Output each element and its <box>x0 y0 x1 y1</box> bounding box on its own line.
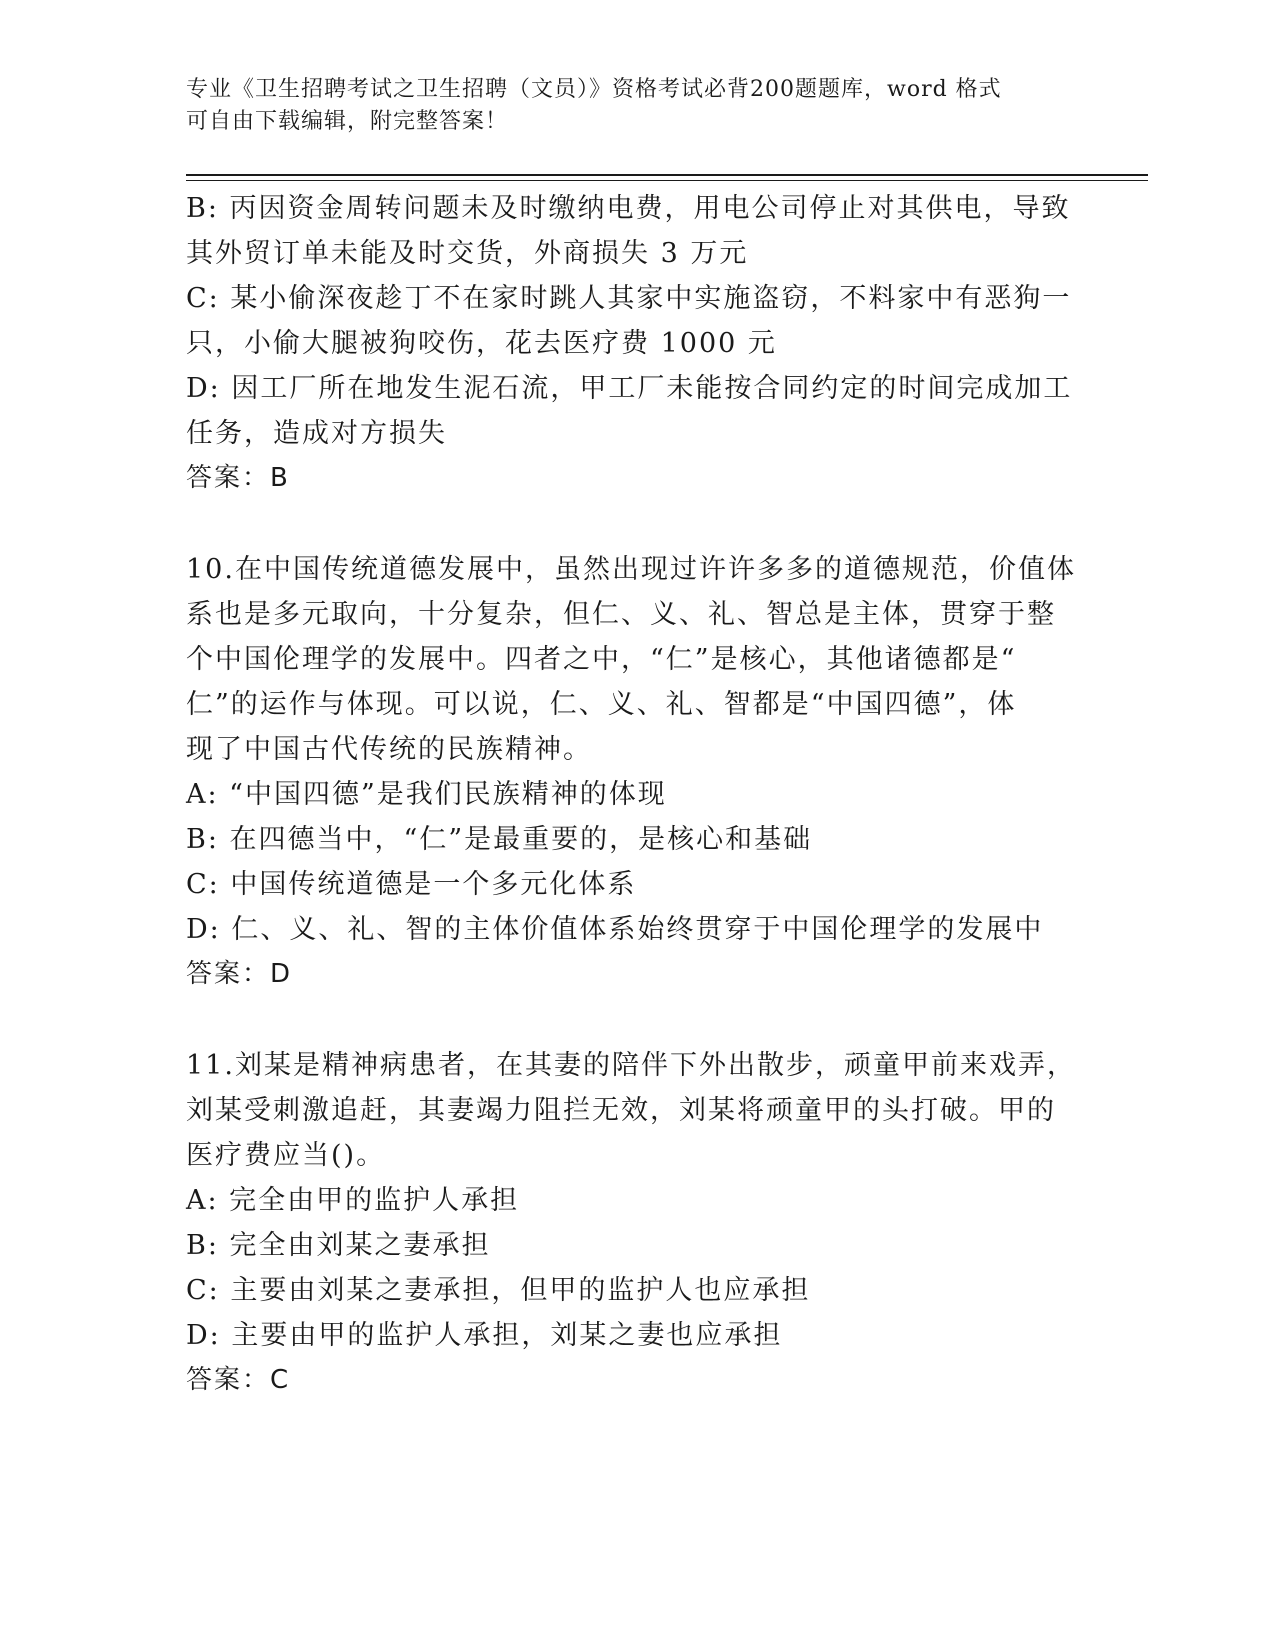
question-9-block <box>186 186 1086 501</box>
q9-option-d-line-1: D: 因工厂所在地发生泥石流，甲工厂未能按合同约定的时间完成加工 <box>186 373 1073 404</box>
q11-stem-line-1: 11.刘某是精神病患者，在其妻的陪伴下外出散步，顽童甲前来戏弄， <box>186 1050 1076 1081</box>
q9-answer: 答案：B <box>186 463 290 493</box>
document-header <box>186 74 1066 138</box>
spacer <box>186 501 1086 547</box>
q9-option-b-line-1: B: 丙因资金周转问题未及时缴纳电费，用电公司停止对其供电，导致 <box>186 193 1071 224</box>
q9-option-c-line-2: 只，小偷大腿被狗咬伤，花去医疗费 1000 元 <box>186 328 777 359</box>
question-11-block <box>186 1043 1086 1403</box>
q11-stem-line-2: 刘某受刺激追赶，其妻竭力阻拦无效，刘某将顽童甲的头打破。甲的 <box>186 1095 1056 1126</box>
q10-option-d: D: 仁、义、礼、智的主体价值体系始终贯穿于中国伦理学的发展中 <box>186 914 1044 945</box>
header-rule-thick <box>186 174 1148 176</box>
q10-option-a: A: “中国四德”是我们民族精神的体现 <box>186 779 667 810</box>
q10-stem-line-3: 个中国伦理学的发展中。四者之中，“仁”是核心，其他诸德都是“ <box>186 644 1017 675</box>
q11-option-a: A: 完全由甲的监护人承担 <box>186 1185 520 1216</box>
q11-stem-line-3: 医疗费应当()。 <box>186 1140 386 1171</box>
spacer <box>186 997 1086 1043</box>
header-line-1: 专业《卫生招聘考试之卫生招聘（文员）》资格考试必背200题题库，word 格式 <box>186 77 1002 102</box>
question-content <box>186 186 1086 1403</box>
q10-stem-line-2: 系也是多元取向，十分复杂，但仁、义、礼、智总是主体，贯穿于整 <box>186 599 1056 630</box>
q10-stem-line-5: 现了中国古代传统的民族精神。 <box>186 734 592 765</box>
q9-option-d-line-2: 任务，造成对方损失 <box>186 418 447 449</box>
q10-option-b: B: 在四德当中，“仁”是最重要的，是核心和基础 <box>186 824 813 855</box>
q10-option-c: C: 中国传统道德是一个多元化体系 <box>186 869 637 900</box>
q9-option-c-line-1: C: 某小偷深夜趁丁不在家时跳人其家中实施盗窃，不料家中有恶狗一 <box>186 283 1072 314</box>
q10-answer: 答案：D <box>186 959 293 989</box>
q10-stem-line-4: 仁”的运作与体现。可以说，仁、义、礼、智都是“中国四德”，体 <box>186 689 1017 720</box>
q11-option-b: B: 完全由刘某之妻承担 <box>186 1230 491 1261</box>
q11-option-d: D: 主要由甲的监护人承担，刘某之妻也应承担 <box>186 1320 783 1351</box>
q11-option-c: C: 主要由刘某之妻承担，但甲的监护人也应承担 <box>186 1275 811 1306</box>
header-rule-thin <box>186 180 1148 181</box>
q11-answer: 答案：C <box>186 1365 291 1395</box>
question-10-block <box>186 547 1086 997</box>
q10-stem-line-1: 10.在中国传统道德发展中，虽然出现过许许多多的道德规范，价值体 <box>186 554 1076 585</box>
header-line-2: 可自由下载编辑，附完整答案！ <box>186 109 509 134</box>
q9-option-b-line-2: 其外贸订单未能及时交货，外商损失 3 万元 <box>186 238 749 269</box>
